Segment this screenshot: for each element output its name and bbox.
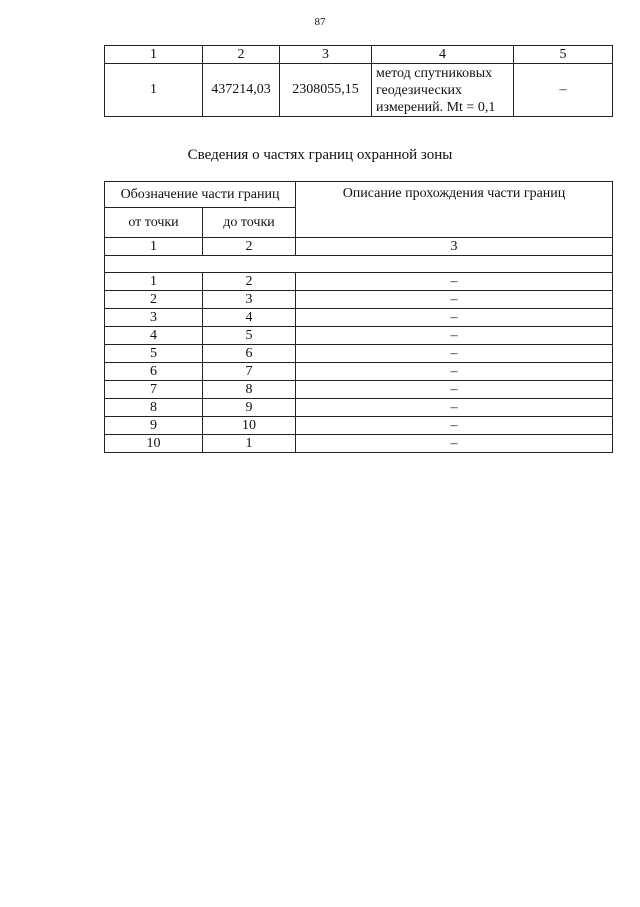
table-row (105, 399, 613, 417)
to-point-cell: 3 (203, 291, 296, 309)
table-row (105, 291, 613, 309)
header-to-cell: до точки (203, 208, 296, 238)
from-point-cell: 10 (105, 435, 203, 453)
column-number-cell: 2 (203, 238, 296, 256)
empty-row (105, 256, 613, 273)
coord-header-cell: 2 (203, 46, 280, 64)
method-line: геодезических (376, 82, 463, 98)
page-number: 87 (314, 16, 326, 28)
table-row (105, 435, 613, 453)
boundary-parts-table (104, 181, 613, 453)
to-point-cell: 4 (203, 309, 296, 327)
from-point-cell: 3 (105, 309, 203, 327)
point-number-cell: 1 (105, 64, 203, 117)
header-description-cell: Описание прохождения части границ (296, 182, 613, 238)
table-row (105, 417, 613, 435)
method-line: метод спутниковых (376, 65, 493, 81)
column-numbers-row (105, 238, 613, 256)
to-point-cell: 1 (203, 435, 296, 453)
table-row (105, 381, 613, 399)
description-cell: – (296, 327, 613, 345)
from-point-cell: 1 (105, 273, 203, 291)
table-row (105, 64, 613, 117)
from-point-cell: 5 (105, 345, 203, 363)
from-point-cell: 8 (105, 399, 203, 417)
table-row (105, 327, 613, 345)
description-cell: – (296, 417, 613, 435)
coord-header-cell: 5 (514, 46, 613, 64)
from-point-cell: 9 (105, 417, 203, 435)
table-row (105, 363, 613, 381)
description-cell: – (296, 435, 613, 453)
from-point-cell: 2 (105, 291, 203, 309)
coordinates-header-row (105, 46, 613, 64)
from-point-cell: 4 (105, 327, 203, 345)
col5-cell: – (514, 64, 613, 117)
y-coordinate-cell: 2308055,15 (280, 64, 372, 117)
description-cell: – (296, 273, 613, 291)
header-group-cell: Обозначение части границ (105, 182, 296, 208)
to-point-cell: 2 (203, 273, 296, 291)
to-point-cell: 5 (203, 327, 296, 345)
table-row (105, 345, 613, 363)
coord-header-cell: 1 (105, 46, 203, 64)
parts-header-row (105, 182, 613, 208)
to-point-cell: 6 (203, 345, 296, 363)
table-row (105, 309, 613, 327)
column-number-cell: 1 (105, 238, 203, 256)
method-cell (372, 64, 514, 117)
description-cell: – (296, 399, 613, 417)
description-cell: – (296, 291, 613, 309)
description-cell: – (296, 363, 613, 381)
to-point-cell: 9 (203, 399, 296, 417)
from-point-cell: 7 (105, 381, 203, 399)
x-coordinate-cell: 437214,03 (203, 64, 280, 117)
coord-header-cell: 3 (280, 46, 372, 64)
description-cell: – (296, 309, 613, 327)
column-number-cell: 3 (296, 238, 613, 256)
section-title: Сведения о частях границ охранной зоны (187, 147, 453, 163)
empty-cell (105, 256, 613, 273)
coord-header-cell: 4 (372, 46, 514, 64)
coordinates-table (104, 45, 613, 117)
to-point-cell: 7 (203, 363, 296, 381)
to-point-cell: 10 (203, 417, 296, 435)
description-cell: – (296, 381, 613, 399)
to-point-cell: 8 (203, 381, 296, 399)
header-from-cell: от точки (105, 208, 203, 238)
from-point-cell: 6 (105, 363, 203, 381)
description-cell: – (296, 345, 613, 363)
method-line: измерений. Mt = 0,1 (376, 99, 496, 115)
table-row (105, 273, 613, 291)
